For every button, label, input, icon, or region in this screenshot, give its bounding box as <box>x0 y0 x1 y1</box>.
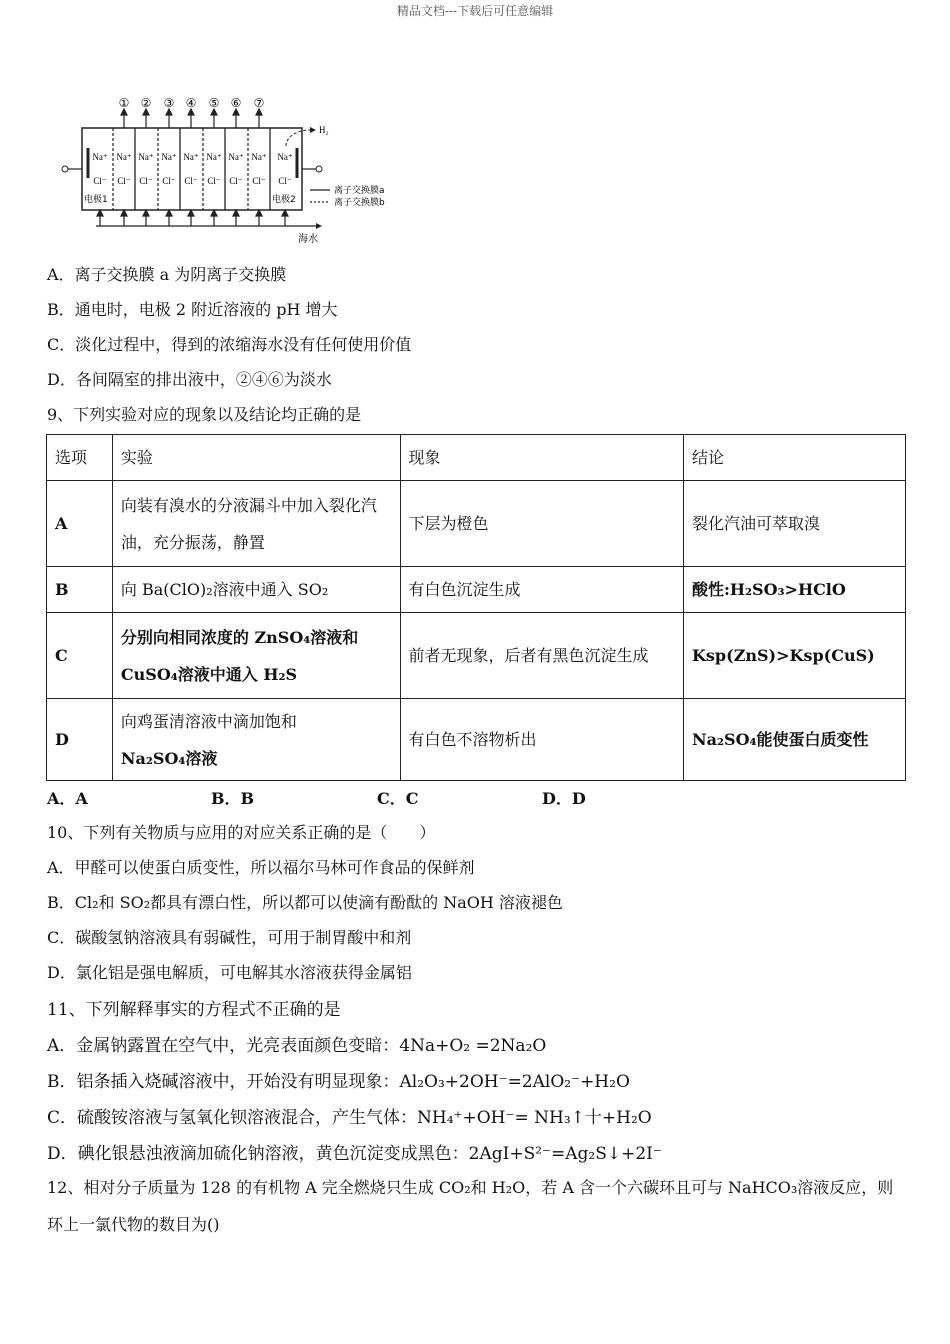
seawater-label: 海水 <box>298 234 318 245</box>
q10-option-a: A．甲醛可以使蛋白质变性，所以福尔马林可作食品的保鲜剂 <box>47 858 475 877</box>
outlet-label-6: ⑥ <box>230 96 242 110</box>
table-header-row <box>47 435 906 481</box>
row-conclusion: Na₂SO₄能使蛋白质变性 <box>684 699 906 781</box>
q12-stem-line-1: 12、相对分子质量为 128 的有机物 A 完全燃烧只生成 CO₂和 H₂O，若 A 含一个六碳环且可与 NaHCO₃溶液反应，则 <box>47 1178 894 1197</box>
header-option: 选项 <box>47 435 113 481</box>
row-phenomenon: 有白色沉淀生成 <box>400 567 684 613</box>
table-row <box>47 481 906 567</box>
table-row <box>47 567 906 613</box>
row-experiment <box>112 699 400 781</box>
row-experiment <box>112 613 400 699</box>
ion-na: Na⁺ <box>183 152 199 162</box>
row-option: D <box>47 699 113 781</box>
ion-na: Na⁺ <box>277 152 293 162</box>
legend-membrane-a: 离子交换膜a <box>334 186 385 196</box>
row-option: A <box>47 481 113 567</box>
ion-na: Na⁺ <box>206 152 222 162</box>
q9-option-c: C．C <box>377 789 419 808</box>
experiment-line: CuSO₄溶液中通入 H₂S <box>120 664 298 684</box>
ion-cl: Cl⁻ <box>184 176 198 186</box>
row-phenomenon: 下层为橙色 <box>400 481 684 567</box>
q11-option-c: C．硫酸铵溶液与氢氧化钡溶液混合，产生气体：NH₄⁺+OH⁻= NH₃↑十+H₂O <box>47 1108 652 1128</box>
ion-cl: Cl⁻ <box>229 176 243 186</box>
row-option: C <box>47 613 113 699</box>
outlet-label-3: ③ <box>163 96 175 110</box>
header-experiment: 实验 <box>112 435 400 481</box>
outlet-label-7: ⑦ <box>253 96 265 110</box>
q9-option-a: A．A <box>47 789 88 808</box>
q9-stem: 9、下列实验对应的现象以及结论均正确的是 <box>47 405 362 424</box>
row-conclusion: 酸性:H₂SO₃>HClO <box>684 567 906 613</box>
q10-option-d: D．氯化铝是强电解质，可电解其水溶液获得金属铝 <box>47 963 412 982</box>
q12-stem-line-2: 环上一氯代物的数目为() <box>47 1215 220 1234</box>
experiment-line: Na₂SO₄溶液 <box>120 748 218 768</box>
experiment-line: 向装有溴水的分液漏斗中加入裂化汽 <box>120 495 377 515</box>
q8-option-b: B．通电时，电极 2 附近溶液的 pH 增大 <box>47 300 338 319</box>
row-conclusion: Ksp(ZnS)>Ksp(CuS) <box>684 613 906 699</box>
header-conclusion: 结论 <box>684 435 906 481</box>
outlet-label-4: ④ <box>185 96 197 110</box>
q9-option-d: D．D <box>542 789 586 808</box>
q10-option-c: C．碳酸氢钠溶液具有弱碱性，可用于制胃酸中和剂 <box>47 928 412 947</box>
ion-na: Na⁺ <box>138 152 154 162</box>
header-phenomenon: 现象 <box>400 435 684 481</box>
ion-cl: Cl⁻ <box>117 176 131 186</box>
q11-stem: 11、下列解释事实的方程式不正确的是 <box>47 1000 341 1020</box>
q8-option-c: C．淡化过程中，得到的浓缩海水没有任何使用价值 <box>47 335 412 354</box>
q11-option-b: B．铝条插入烧碱溶液中，开始没有明显现象：Al₂O₃+2OH⁻=2AlO₂⁻+H₂O <box>47 1072 630 1092</box>
table-row <box>47 613 906 699</box>
ion-na: Na⁺ <box>161 152 177 162</box>
experiment-line: 分别向相同浓度的 ZnSO₄溶液和 <box>120 627 359 647</box>
q11-option-a: A．金属钠露置在空气中，光亮表面颜色变暗：4Na+O₂ =2Na₂O <box>47 1036 547 1056</box>
ion-na: Na⁺ <box>92 152 108 162</box>
electrodialysis-diagram <box>58 96 408 248</box>
q11-option-d: D．碘化银悬浊液滴加硫化钠溶液，黄色沉淀变成黑色：2AgI+S²⁻=Ag₂S↓+2I⁻ <box>47 1144 662 1164</box>
q9-option-b: B．B <box>211 789 255 808</box>
ion-na: Na⁺ <box>116 152 132 162</box>
legend-membrane-b: 离子交换膜b <box>334 198 385 208</box>
q10-option-b: B．Cl₂和 SO₂都具有漂白性，所以都可以使滴有酚酞的 NaOH 溶液褪色 <box>47 893 563 912</box>
table-row <box>47 699 906 781</box>
ion-cl: Cl⁻ <box>162 176 176 186</box>
experiment-line: 向鸡蛋清溶液中滴加饱和 <box>120 711 297 731</box>
ion-na: Na⁺ <box>228 152 244 162</box>
q8-option-d: D．各间隔室的排出液中，②④⑥为淡水 <box>47 370 332 389</box>
row-experiment: 向 Ba(ClO)₂溶液中通入 SO₂ <box>112 567 400 613</box>
electrode-1-label: 电极1 <box>84 195 108 205</box>
row-phenomenon: 前者无现象，后者有黑色沉淀生成 <box>400 613 684 699</box>
row-experiment <box>112 481 400 567</box>
ion-cl: Cl⁻ <box>278 176 292 186</box>
electrode-2-label: 电极2 <box>272 195 296 205</box>
row-phenomenon: 有白色不溶物析出 <box>400 699 684 781</box>
ion-cl: Cl⁻ <box>93 176 107 186</box>
q10-stem: 10、下列有关物质与应用的对应关系正确的是（ ） <box>47 823 436 842</box>
ion-cl: Cl⁻ <box>252 176 266 186</box>
h2-label: H₂ <box>319 125 329 135</box>
ion-cl: Cl⁻ <box>207 176 221 186</box>
ion-cl: Cl⁻ <box>139 176 153 186</box>
page-header: 精品文档---下载后可任意编辑 <box>396 4 554 18</box>
row-option: B <box>47 567 113 613</box>
outlet-label-5: ⑤ <box>208 96 220 110</box>
experiment-line: 油，充分振荡，静置 <box>120 532 265 552</box>
outlet-label-1: ① <box>118 96 130 110</box>
q9-table <box>46 434 906 781</box>
ion-na: Na⁺ <box>251 152 267 162</box>
row-conclusion: 裂化汽油可萃取溴 <box>684 481 906 567</box>
outlet-label-2: ② <box>140 96 152 110</box>
q8-option-a: A．离子交换膜 a 为阴离子交换膜 <box>47 265 287 284</box>
